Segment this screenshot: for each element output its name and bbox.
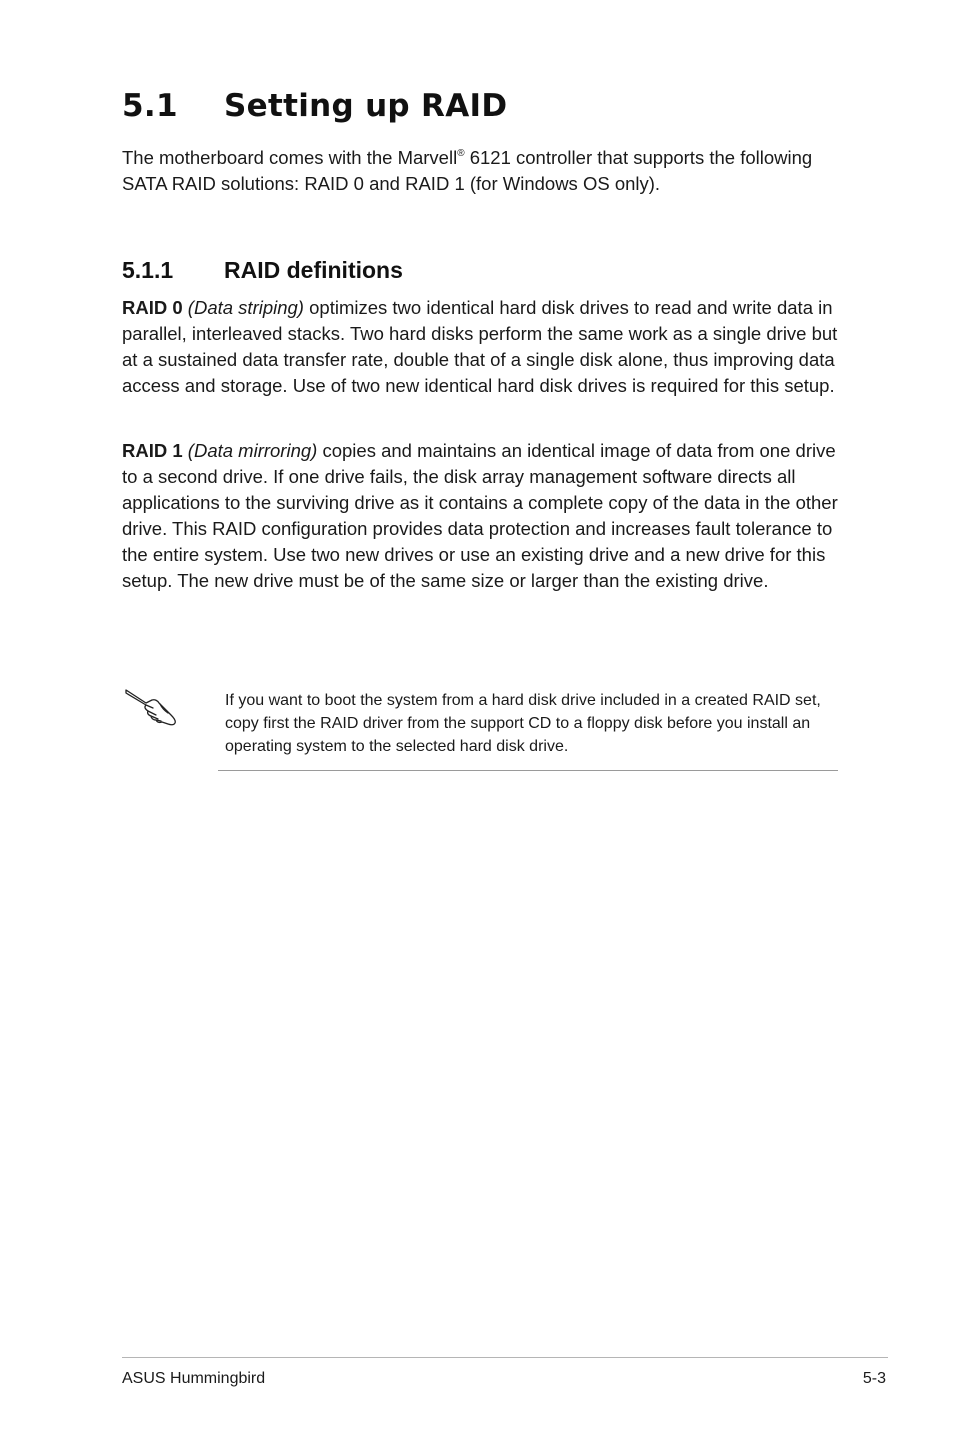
footer-divider [122, 1357, 888, 1358]
raid1-term: RAID 1 [122, 440, 183, 461]
raid1-paragraph [122, 438, 842, 594]
raid0-description: (Data striping) [187, 297, 304, 318]
section-title-text: Setting up RAID [224, 88, 508, 124]
raid1-description: (Data mirroring) [187, 440, 318, 461]
intro-text-before: The motherboard comes with the Marvell [122, 147, 458, 168]
footer-page-number: 5-3 [862, 1370, 886, 1387]
raid0-term: RAID 0 [122, 297, 183, 318]
pointing-hand-icon [124, 684, 180, 728]
section-title [122, 88, 507, 124]
intro-text-after: 6121 controller that supports the following SATA RAID solutions: RAID 0 and RAID 1 (for Windows OS only). [122, 147, 813, 194]
raid1-text: copies and maintains an identical image of data from one drive to a second drive. If one drive fails, the disk array management software directs all applications to the surviving drive as it contains a complete copy of the data in the other drive. This RAID configuration provides data protection and increases fault tolerance to the entire system. Use two new drives or use an existing drive and a new drive for this setup. The new drive must be of the same size or larger than the existing drive. [122, 440, 838, 591]
note-text: If you want to boot the system from a hard disk drive included in a created RAID set, copy first the RAID driver from the support CD to a floppy disk before you install an operating system to the selected hard disk drive. [225, 692, 821, 755]
registered-trademark: ® [457, 148, 465, 159]
footer-product-name: ASUS Hummingbird [122, 1370, 266, 1387]
subsection-title-text: RAID definitions [224, 257, 403, 283]
subsection-title [122, 257, 403, 284]
note-box [218, 689, 838, 771]
intro-paragraph [122, 145, 842, 197]
raid0-text: optimizes two identical hard disk drives to read and write data in parallel, interleaved stacks. Two hard disks perform the same work as a single drive but at a sustained data transfer rate, double that of a single disk alone, thus improving data access and storage. Use of two new identical hard disk drives is required for this setup. [122, 297, 838, 396]
section-number: 5.1 [122, 88, 178, 124]
raid0-paragraph [122, 295, 842, 399]
subsection-number: 5.1.1 [122, 257, 174, 283]
